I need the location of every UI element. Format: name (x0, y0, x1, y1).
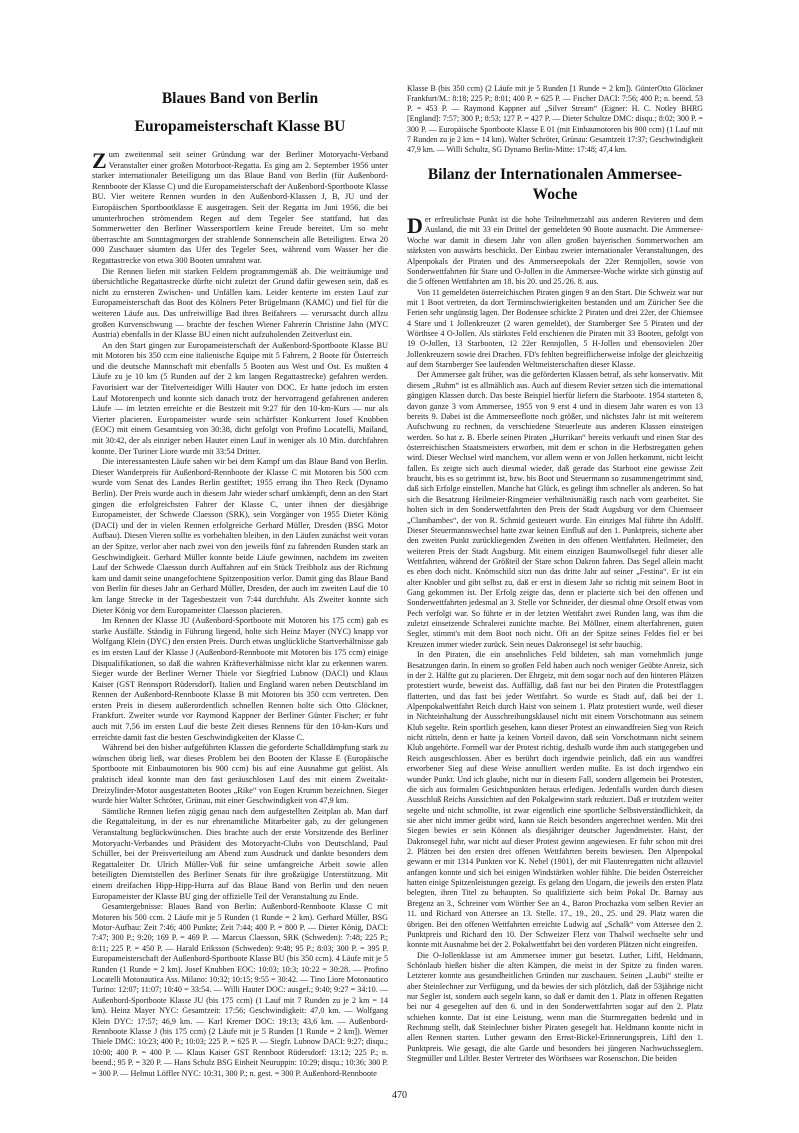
right-column (407, 84, 703, 1065)
paragraph: Während bei den bisher aufgeführten Klassen die geforderte Schalldämpfung stark zu wünschen übrig ließ, war dieses Problem bei den Booten der Klasse E (Europäische Sportboote mit Einbaumotoren bis 900 ccm) bis auf eine Ausnahme gut gelöst. Als praktisch ideal konnte man den fast geräuschlosen Lauf des mit einem Zweitakt-Dreizylinder-Motor ausgestatteten Bootes „Rike“ von Eugen Krumm bezeichnen. Sieger wurde hier Walter Schröter, Grünau, mit einer Geschwindigkeit von 47,9 km. (92, 743, 388, 806)
paragraph: An den Start gingen zur Europameisterschaft der Außenbord-Sportboote Klasse BU mit Motoren bis 350 ccm eine italienische Equipe mit 5 Fahrern, 2 Boote für Österreich und die deutsche Mannschaft mit ebenfalls 5 Booten aus West und Ost. Es mußten 4 Läufe zu je 10 km (5 Runden auf der 2 km langen Regattastrecke) gefahren werden. Favorisiert war der Titelverteidiger Willi Hauter von DOC. Er hatte jedoch im ersten Lauf Motorenpech und konnte sich danach trotz der hervorragend gefahrenen anderen Läufe — im letzten erreichte er die Bestzeit mit 9:27 für den 10-km-Kurs — nur als Vierter placieren. Europameister wurde sein schärfster Konkurrent Josef Knubben (EOC) mit einem Gesamtsieg von 30:38, dicht gefolgt von Profino Locatelli, Mailand, mit 30:42, der als einziger neben Hauter einen Lauf in weniger als 10 Min. durchfahren konnte. Der Turiner Liore wurde mit 33:54 Dritter. (92, 340, 388, 456)
article-title-line2: Europameisterschaft Klasse BU (134, 118, 346, 135)
paragraph: Die interessantesten Läufe sahen wir bei dem Kampf um das Blaue Band von Berlin. Dieser Wanderpreis für Außenbord-Rennboote der Klasse C mit Motoren bis 500 ccm wurde vom Senat des Landes Berlin gestiftet; 1955 errang ihn Theo Reck (Dynamo Berlin). Der Preis wurde auch in diesem Jahr wieder scharf umkämpft, denn an den Start gingen die erfolgreichsten Fahrer der Klasse C, unter ihnen der diesjährige Europameister, der Schwede Claesson (SRK), sein Vorgänger von 1955 Dieter König (DACI) und der in vielen Rennen erfolgreiche Gerhard Müller, Dresden (BSG Motor Aufbau). Diesen Vieren sollte es vorbehalten bleiben, in den Läufen zunächst weit voran an der Spitze, verlor aber nach zwei von den jeweils fünf zu fahrenden Runden stark an Geschwindigkeit. Gerhard Müller konnte beide Läufe gewinnen, nachdem im zweiten Lauf der Schwede Claesson durch Auffahren auf ein Stück Treibholz aus der Richtung kam und damit seine unangefochtene Spitzenposition verlor. Damit ging das Blaue Band von Berlin für dieses Jahr an Gerhard Müller, Dresden, der auch im zweiten Lauf die 10 km lange Strecke in der Tagesbestzeit von 7:44 durchfuhr. Als Zweiter konnte sich Dieter König vor dem Europameister Claesson placieren. (92, 457, 388, 615)
article-title-line1: Blaues Band von Berlin (161, 90, 319, 107)
article2-title: Bilanz der Internationalen Ammersee-Woche (427, 166, 683, 204)
intro-text: um zweitenmal seit seiner Gründung war der Berliner Motoryacht-Verband Veranstalter einer großen Motorboot-Regatta. Es ging am 2. September 1956 unter starker internationaler Beteiligung um das Blaue Band von Berlin (für Außenbord-Rennboote der Klasse C) und die Europameisterschaft der Außenbord-Sportboote Klasse BU. Vier weitere Rennen wurden in den Außenbord-Klassen J, B, JU und der Europäischen Sportbootklasse E ausgetragen. Seit der Regatta im Juni 1956, die bei ununterbrochen strömendem Regen auf dem Tegeler See stattfand, hat das Sommerwetter den Berliner Wassersportlern keine Freude bereitet. Um so mehr überraschte am Sonntagmorgen der strahlende Sonnenschein alle Beteiligten. Etwa 20 000 Zuschauer säumten das Ufer des Tegeler Sees, während vom Wasser her die Regattastrecke von etwa 300 Booten umrahmt war. (92, 150, 388, 265)
paragraph: Die Rennen liefen mit starken Feldern programmgemäß ab. Die weiträumige und übersichtliche Regattastrecke dürfte nicht zuletzt der Grund dafür gewesen sein, daß es nicht zu ernsteren Zwischen- und Unfällen kam. Leider kenterte im ersten Lauf zur Europameisterschaft das Boot des Kölners Peter Brügelmann (KAMC) und fiel für die weiteren Läufe aus. Das unfreiwillige Bad ihres Beifahrers — verursacht durch allzu großen Kurvenschwung — brachte der feschen Wiener Fahrerin Christine Jahn (MYC Austria) ebenfalls in der Klasse BU einen nicht aufzuholenden Zeitverlust ein. (92, 266, 388, 340)
left-column (92, 84, 388, 1079)
paragraph: In den Piraten, die ein ansehnliches Feld bildeten, sah man vornehmlich junge Besatzungen darin. In einem so großen Feld haben auch noch weniger Geübte Anreiz, sich in der 2. Hälfte gut zu placieren. Der Ehrgeiz, mit dem sogar noch auf den hinteren Plätzen protestiert wurde, beweist das. Auffällig, daß fast nur bei den Piraten die Protestflaggen flatterten, und das fast bei jeder Wettfahrt. So wurde es Stadt auf, daß bei der 1. Alpenpokalwettfahrt Reich durch Haist von seinem 1. Platz protestiert wurde, weil dieser in Nichteinhaltung der Ausschreibungsklausel nicht mit einem Vorschotmann aus seinem Klub segelte. Rein sportlich gesehen, kann dieser Protest an einwandfreien Sieg von Reich nicht rütteln, denn er hatte ja keinen Vorteil davon, daß sein Vorschotmann nicht seinem Klub angehörte. Formell war der Protest richtig, deshalb wurde ihm auch stattgegeben und Reich ausgeschlossen. Aber es berührt doch irgendwie peinlich, daß ein aus wandfrei erworbener Sieg auf diese Weise annulliert werden mußte. Es ist doch irgendwo ein wunder Punkt. Und ich glaube, nicht nur in diesem Fall, sondern allgemein bei Protesten, die sich aus formalen Gesichtspunkten heraus erledigen. Jedenfalls wurden durch diesen Ausschluß Reichs Aussichten auf den Pokalgewinn stark reduziert. Daß er trotzdem weiter segelte und nicht schmollte, ist zwar eigentlich eine sportliche Selbstverständlichkeit, da sie aber nicht immer geübt wird, kann sie Reich besonders angerechnet werden. Mit drei Siegen bewies er sein Können als diesjähriger deutscher Jugendmeister. Haist, der Dakronsegel fuhr, war nicht auf dieser Protest gewinn angewiesen. Er fuhr schon mit drei 2. Plätzen bei den ersten drei offenen Wettfahrten bereits bewiesen. Den Alpenpokal gewann er mit 1314 Punkten vor K. Nebel (1901), der mit Flautenregatten nicht allzuviel anfangen konnte und sich bei einigen Windstärken wohler fühlte. Die beiden Österreicher hatten einige Spitzenleistungen gezeigt. Es gelang den Ungarn, die jeweils den ersten Platz belegten, ihren Titel zu behaupten. So qualifizierte sich beim Pokal Dr. Barnay aus Bregenz an 3., Schreiner vom Wörther See an 4., Baron Prochazka vom selben Revier an 11. und Richard von Attersee an 13. Stelle. 17., 19., 20., 25. und 29. Platz waren die übrigen. Bei den offenen Wettfahrten erreichte Ludwig auf „Schalk“ vom Attersee den 2. Punktpreis und Richard den 10. Der Schweizer Flerz von Thalwil wechselte sehr und konnte mit Ausnahme bei der 2. Pokalwettfahrt bei den vorderen Plätzen nicht eingreifen. (407, 650, 703, 950)
intro-text: er erfreulichste Punkt ist die hohe Teilnehmerzahl aus anderen Revieren und dem Ausland, die mit 33 ein Drittel der gemeldeten 90 Boote ausmacht. Die Ammersee-Woche war damit in diesem Jahr von allen großen bayerischen Sommerwochen am stärksten von auswärts beschickt. Der Einbau zweier internationaler Veranstaltungen, des Alpenpokals der Piraten und des Ammerseepokals der 22er Rennjollen, sowie von Sonderwettfahrten für Stare und O-Jollen in die Ammersee-Woche wirkte sich günstig auf die 5 offenen Wettfahrten am 18. bis 20. und 25./26. 8. aus. (407, 215, 703, 287)
dropcap: Z (92, 148, 107, 173)
paragraph: Der Ammersee galt früher, was die geförderten Klassen betraf, als sehr konservativ. Mit diesem „Ruhm“ ist es allmählich aus. Auch auf diesem Revier setzen sich die international gängigen Klassen durch. Das beste Beispiel hierfür liefern die Starboote. 1954 starteten 8, davon ganze 3 vom Ammersee, 1955 von 9 erst 4 und in diesem Jahr waren es von 13 bereits 9. Dabei ist die Ammerseeflotte noch größer, und nächstes Jahr ist mit weiterem Aufschwung zu rechnen, da verschiedene Steuerleute aus anderen Klassen einsteigen werden. So hat z. B. Eberle seinen Piraten „Hurrikan“ bereits verkauft und einen Star des österreichischen Staatsmeisters erworben, mit dem er schon in die Herbstregatten gehen wird. Dieser Wechsel wird manchem, vor allem wenn er von Jollen herkommt, nicht leicht fallen. Es zeigte sich auch diesmal wieder, daß gerade das Starboot eine gewisse Zeit braucht, bis es so getrimmt ist, bzw. bis Boot und Steuermann so zusammengetrimmt sind, daß sich Erfolge einstellen. Manche hat Glück, es gelingt ihm schneller als anderen. So hat sich die Besatzung Heilmeier-Ringmeier verhältnismäßig rasch nach vorn gearbeitet. Sie holten sich in den Sonderwettfahrten den Preis der Stadt Augsburg vor dem Chiemseer „Clambambes“, der von R. Schmid gesteuert wurde. Ein einziges Mal führte ihn Adolff. Dieser Steuermannswechsel hatte zwar keinen Einfluß auf den 1. Punktpreis, sicherte aber den zweiten Punkt zurückliegenden Zweiten in den offenen Wettfahrten. Heilmeier, den weiteren Preis der Stadt Augsburg. Mit einem einzigen Baumwollsegel fuhr dieser alle Wettfahrten, während der Größteil der Stare schon Dakron fahren. Das Segel allein macht es eben doch nicht. Knörnschild sitzt nun das dritte Jahr auf seiner „Festina“. Er ist ein alter Knobler und gibt selbst zu, daß er erst in diesem Jahr so richtig mit seinem Boot in Gang gekommen ist. Der Erfolg zeigte das, denn er placierte sich bei den offenen und Sonderwettfahrten jedesmal an 3. Stelle vor Schneider, der diesmal ohne Orsolf etwas vom Pech verfolgt war. So führte er in der letzten Wettfahrt zwei Runden lang, was ihm die zuletzt einsetzende Schralerei zunichte machte. Bei Möllner, einem alterfahrenen, guten Segler, stimmt's mit dem Boot noch nicht. Oft an der Spitze seines Feldes fiel er bei Kreuzen immer wieder zurück. Sein neues Dakronsegel ist sehr bauchig. (407, 370, 703, 649)
paragraph: Von 11 gemeldeten österreichischen Piraten gingen 9 an den Start. Die Schweiz war nur mit 1 Boot vertreten, da dort Terminschwierigkeiten bestanden und am Züricher See die Ferien sehr ungünstig lagen. Der Bodensee schickte 2 Piraten und drei 22er, der Chiemsee 4 Stare und 1 Jollenkreuzer (2 waren gemeldet), der Starnberger See 5 Piraten und der Wörthsee 4 O-Jollen. Als stärkstes Feld erschienen die Piraten mit 33 Booten, gefolgt von 19 O-Jollen, 13 Starbooten, 12 22er Rennjollen, 5 H-Jollen und ebensovielen 20er Jollenkreuzern sowie drei Drachen. FD's fehlten begreiflicherweise infolge der gleichzeitig auf dem Starnberger See laufenden Weltmeisterschaften dieser Klasse. (407, 287, 703, 370)
article2-intro (407, 215, 703, 288)
paragraph: Im Rennen der Klasse JU (Außenbord-Sportboote mit Motoren bis 175 ccm) gab es starke Ausfälle. Ständig in Führung liegend, holte sich Heinz Mayer (NYC) knapp vor Wolfgang Klein (DYC) den ersten Preis. Durch etwas unglückliche Startverhältnisse gab es im ersten Lauf der Klasse J (Außenbord-Rennboote mit Motoren bis 175 ccm) einige Disqualifikationen, so daß die wahren Kräfteverhältnisse nicht klar zu erkennen waren. Sieger wurde der Berliner Werner Thiele vor Siegfried Lubnow (DACI) und Klaus Kaiser (GST Rennsport Rüdersdorf). Italien und England waren neben Deutschland im Rennen der Außenbord-Rennboote Klasse B mit Motoren bis 350 ccm vertreten. Den ersten Preis in diesem außerordentlich schnellen Rennen holte sich Otto Glöckner, Frankfurt. Zweiter wurde vor Raymond Kappner der Berliner Günter Fischer; er fuhr auch mit 7,56 im ersten Lauf die beste Zeit dieses Rennens für den 10-km-Kurs und erreichte damit fast die besten Geschwindigkeiten der Klasse C. (92, 616, 388, 742)
results-label: Gesamtergebnisse: (102, 902, 163, 912)
paragraph: Sämtliche Rennen liefen zügig genau nach dem aufgestellten Zeitplan ab. Man darf die Regattaleitung, in der es nur ehrenamtliche Mitarbeiter gab, zu der gelungenen Veranstaltung beglückwünschen. Dies brachte auch der erste Vorsitzende des Berliner Motoryacht-Verbandes und Präsident des Motoryacht-Clubs von Deutschland, Paul Schüller, bei der Preisverteilung am Abend zum Ausdruck und dankte besonders dem Regattaleiter Dr. Ulrich Müller-Voß für seine umfangreiche Arbeit sowie allen beteiligten Dienststellen des Berliner Senats für ihre großzügige Unterstützung. Mit einem dreifachen Hipp-Hipp-Hurra auf das Blaue Band von Berlin und den neuen Europameister der Klasse BU ging der offizielle Teil der Veranstaltung zu Ende. (92, 806, 388, 901)
page-number: 470 (392, 1090, 407, 1101)
results-continued: Klasse B (bis 350 ccm) (2 Läufe mit je 5 Runden [1 Runde = 2 km]). GünterOtto Glöckner Frankfurt/M.: 8:18; 225 P.; 8:01; 400 P. = 625 P. — Fischer DACI: 7:56; 400 P.; n. beend. 53 P. = 453 P. — Raymond Kappner auf „Silver Stream“ (Eigner: H. C. Notley BHRG [England]: 7:57; 300 P.; 8:53; 127 P. = 427 P. — Dieter Schultze DMC: disqu.; 8:02; 300 P. = 300 P. — Europäische Sportboote Klasse E 01 (mit Einbaumotoren bis 900 ccm) (1 Lauf mit 7 Runden zu je 2 km = 14 km). Walter Schröter, Grünau: Gesamtzeit 17:37; Geschwindigkeit 47,9 km. — Willi Schultz, SG Dynamo Berlin-Mitte: 17:48; 47,4 km. (407, 84, 703, 154)
results-paragraph (92, 902, 388, 1079)
results-text: Blaues Band von Berlin: Außenbord-Rennboote Klasse C mit Motoren bis 500 ccm. 2 Läufe mit je 5 Runden (1 Runde = 2 km). Gerhard Müller, BSG Motor-Aufbau: Zeit 7:46; 400 Punkte; Zeit 7:44; 400 P. = 800 P. — Dieter König, DACI: 7:47; 300 P.; 9:20; 169 P. = 469 P. — Marcus Claesson, SRK (Schweden): 7:48; 225 P.; 8:11; 225 P. = 450 P. — Harald Eriksson (Schweden): 9:48; 95 P.; 8:03; 300 P. = 395 P. Europameisterschaft der Außenbord-Sportboote Klasse BU (bis 350 ccm). 4 Läufe mit je 5 Runden (1 Runde = 2 km). Josef Knubben EOC: 10:03; 10:3; 10:22 = 30:28. — Profino Locatelli Motonautica Ass. Milano: 10:32; 10:15; 9:55 = 30:42. — Tino Liore Motonautico Turino: 12:07; 11:07; 10:40 = 33:54. — Willi Hauter DOC: ausgef.; 9:40; 9:27 = 34:10. — Außenbord-Sportboote Klasse JU (bis 175 ccm) (1 Lauf mit 7 Runden zu je 2 km = 14 km). Heinz Mayer NYC: Gesamtzeit: 17:56; Geschwindigkeit: 47,0 km. — Wolfgang Klein DYC: 17:57; 46,9 km. — Karl Kremer DOC: 19:13; 43,6 km. — Außenbord-Rennboote Klasse J (bis 175 ccm) (2 Läufe mit je 5 Runden [1 Runde = 2 km]). Werner Thiele DMC: 10:23; 400 P.; 10:03; 225 P. = 625 P. — Siegfr. Lubnow DACI: 9:27; disqu.; 10:00; 400 P. = 400 P. — Klaus Kaiser GST Rennboot Rüdersdorf: 13:12; 225 P.; n. beend.; 95 P. = 320 P. — Hans Schulz BSG Einheit Neuruppin: 10:29; disqu.; 10:36; 300 P. = 300 P. — Helmut Löffler NYC: 10:31, 300 P.; n. gest. = 300 P. Außenbord-Rennboote (92, 902, 388, 1078)
article-intro (92, 150, 388, 267)
paragraph: Die O-Jollenklasse ist am Ammersee immer gut besetzt. Luther, Liftl, Heldmann, Schönlaub hießen bisher die alten Kämpen, die meist in der Spitze zu finden waren. Letzterer konnte aus gesundheitlichen Gründen nur zuschauen. Seinen „Laubi“ steilte er aber Steinlechner zur Verfügung, und da bewies der sich plötzlich, daß der 53jährige nicht nur Segler ist, sondern auch segeln kann, so daß er damit den 1. Platz in offenen Regatten bei nur 4 gesegelten auf den 6. und in den Sonderwettfahrten sogar auf den 2. Platz schieben konnte. Dat ist eine Leistung, wenn man die Sturmregatten bedenkt und in Rechnung stellt, daß Steinlechner bisher Piraten gesegelt hat. Heldmann konnte nicht in allen Rennen starten. Luther gewann den Ernst-Bickel-Erinnerungspreis, Liftl den 1. Punktpreis. Wie gesagt, die alte Garde und besonders bei jüngeren Nachwuchsseglern. Stegmüller und Liltler. Bester Vertreter des Wörthsees war Rosenschon. Die beiden (407, 950, 703, 1064)
dropcap: D (407, 213, 423, 239)
